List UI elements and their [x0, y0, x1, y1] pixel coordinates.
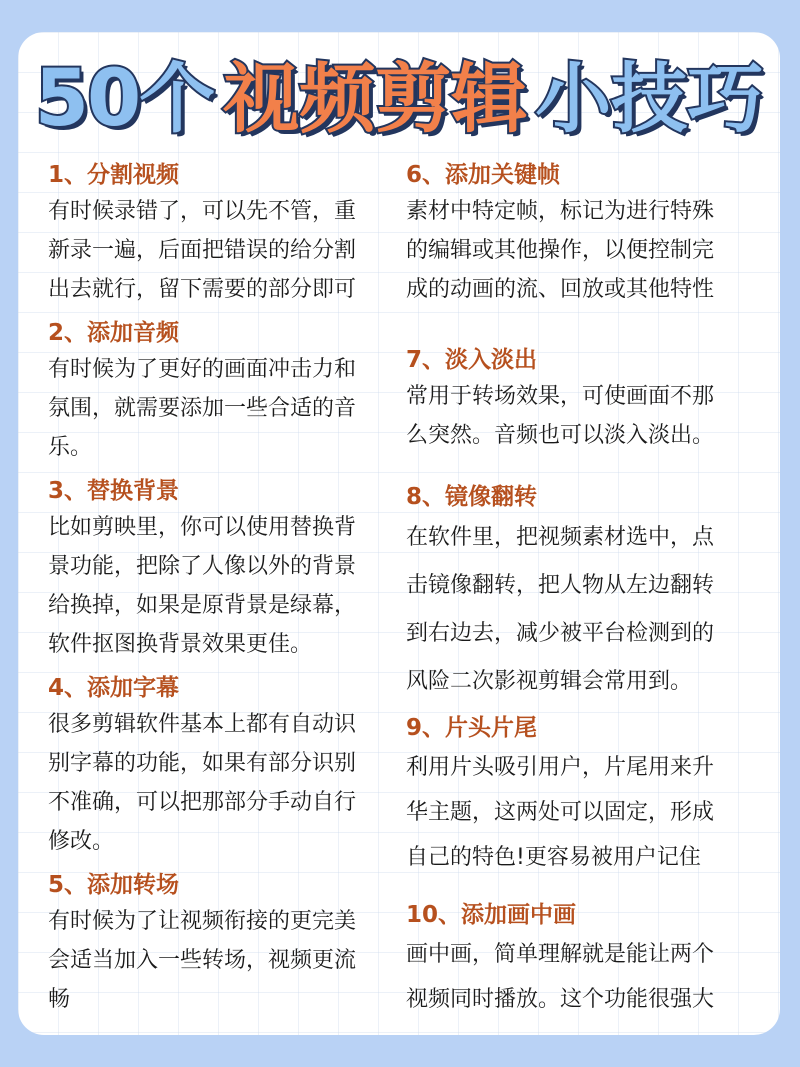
tip-line: 视频同时播放。这个功能很强大 [406, 987, 715, 1012]
title-measure-word: 个 [139, 54, 216, 143]
page-title [18, 40, 780, 158]
tip-line: 修改。 [48, 829, 115, 854]
tip-line: 么突然。音频也可以淡入淡出。 [406, 423, 715, 448]
tip-line: 很多剪辑软件基本上都有自动识 [48, 712, 357, 737]
tip-line: 有时候为了更好的画面冲击力和 [48, 357, 357, 382]
tip-item [406, 482, 714, 706]
tip-line: 有时候为了让视频衔接的更完美 [48, 909, 357, 934]
tip-line: 别字幕的功能，如果有部分识别 [48, 751, 357, 776]
tip-heading: 5、添加转场 [48, 872, 180, 898]
tip-item [48, 476, 356, 664]
tip-line: 华主题，这两处可以固定，形成 [406, 800, 715, 825]
tip-heading: 2、添加音频 [48, 320, 180, 346]
tip-line: 素材中特定帧，标记为进行特殊 [406, 199, 715, 224]
tip-line: 击镜像翻转，把人物从左边翻转 [406, 573, 715, 598]
tip-line: 乐。 [48, 435, 93, 460]
tip-heading: 1、分割视频 [48, 162, 180, 188]
tip-line: 软件抠图换背景效果更佳。 [48, 632, 313, 657]
tip-line: 有时候录错了，可以先不管，重 [48, 199, 357, 224]
title-number: 50 [34, 54, 140, 144]
tip-body [406, 377, 714, 455]
title-tail: 小技巧 [535, 54, 764, 143]
tip-item [406, 713, 714, 880]
tip-body [48, 192, 356, 309]
tip-line: 画中画，简单理解就是能让两个 [406, 942, 715, 967]
tip-heading: 6、添加关键帧 [406, 162, 561, 188]
tip-line: 到右边去，减少被平台检测到的 [406, 621, 715, 646]
tip-line: 给换掉，如果是原背景是绿幕， [48, 593, 357, 618]
tip-body [48, 350, 356, 467]
tip-item [406, 160, 714, 309]
tip-line: 畅 [48, 987, 71, 1012]
tip-item [48, 673, 356, 861]
tip-line: 氛围，就需要添加一些合适的音 [48, 396, 357, 421]
tip-line: 风险二次影视剪辑会常用到。 [406, 669, 693, 694]
tip-line: 会适当加入一些转场，视频更流 [48, 948, 357, 973]
tip-heading: 7、淡入淡出 [406, 347, 538, 373]
tip-line: 自己的特色!更容易被用户记住 [406, 845, 701, 870]
tip-line: 的编辑或其他操作，以便控制完 [406, 238, 715, 263]
tip-body [48, 508, 356, 664]
tip-heading: 10、添加画中画 [406, 902, 577, 928]
tip-body [48, 902, 356, 1019]
tip-line: 利用片头吸引用户，片尾用来升 [406, 755, 715, 780]
tip-line: 不准确，可以把那部分手动自行 [48, 790, 357, 815]
tip-line: 新录一遍，后面把错误的给分割 [48, 238, 357, 263]
tip-item [406, 900, 714, 1022]
tip-heading: 3、替换背景 [48, 478, 180, 504]
tip-body [406, 514, 714, 706]
tip-item [406, 345, 714, 455]
tip-heading: 4、添加字幕 [48, 675, 180, 701]
tip-line: 比如剪映里，你可以使用替换背 [48, 515, 357, 540]
tip-item [48, 318, 356, 467]
title-main: 视频剪辑 [223, 54, 528, 143]
tip-body [48, 705, 356, 861]
tip-line: 出去就行，留下需要的部分即可 [48, 277, 357, 302]
content-card [18, 32, 780, 1035]
tip-body [406, 745, 714, 880]
tip-heading: 8、镜像翻转 [406, 484, 538, 510]
tip-line: 在软件里，把视频素材选中，点 [406, 525, 715, 550]
tip-line: 常用于转场效果，可使画面不那 [406, 384, 715, 409]
tip-line: 成的动画的流、回放或其他特性 [406, 277, 715, 302]
tip-item [48, 870, 356, 1019]
tip-body [406, 192, 714, 309]
tip-body [406, 932, 714, 1022]
tip-heading: 9、片头片尾 [406, 715, 538, 741]
tip-line: 景功能，把除了人像以外的背景 [48, 554, 357, 579]
tip-item [48, 160, 356, 309]
